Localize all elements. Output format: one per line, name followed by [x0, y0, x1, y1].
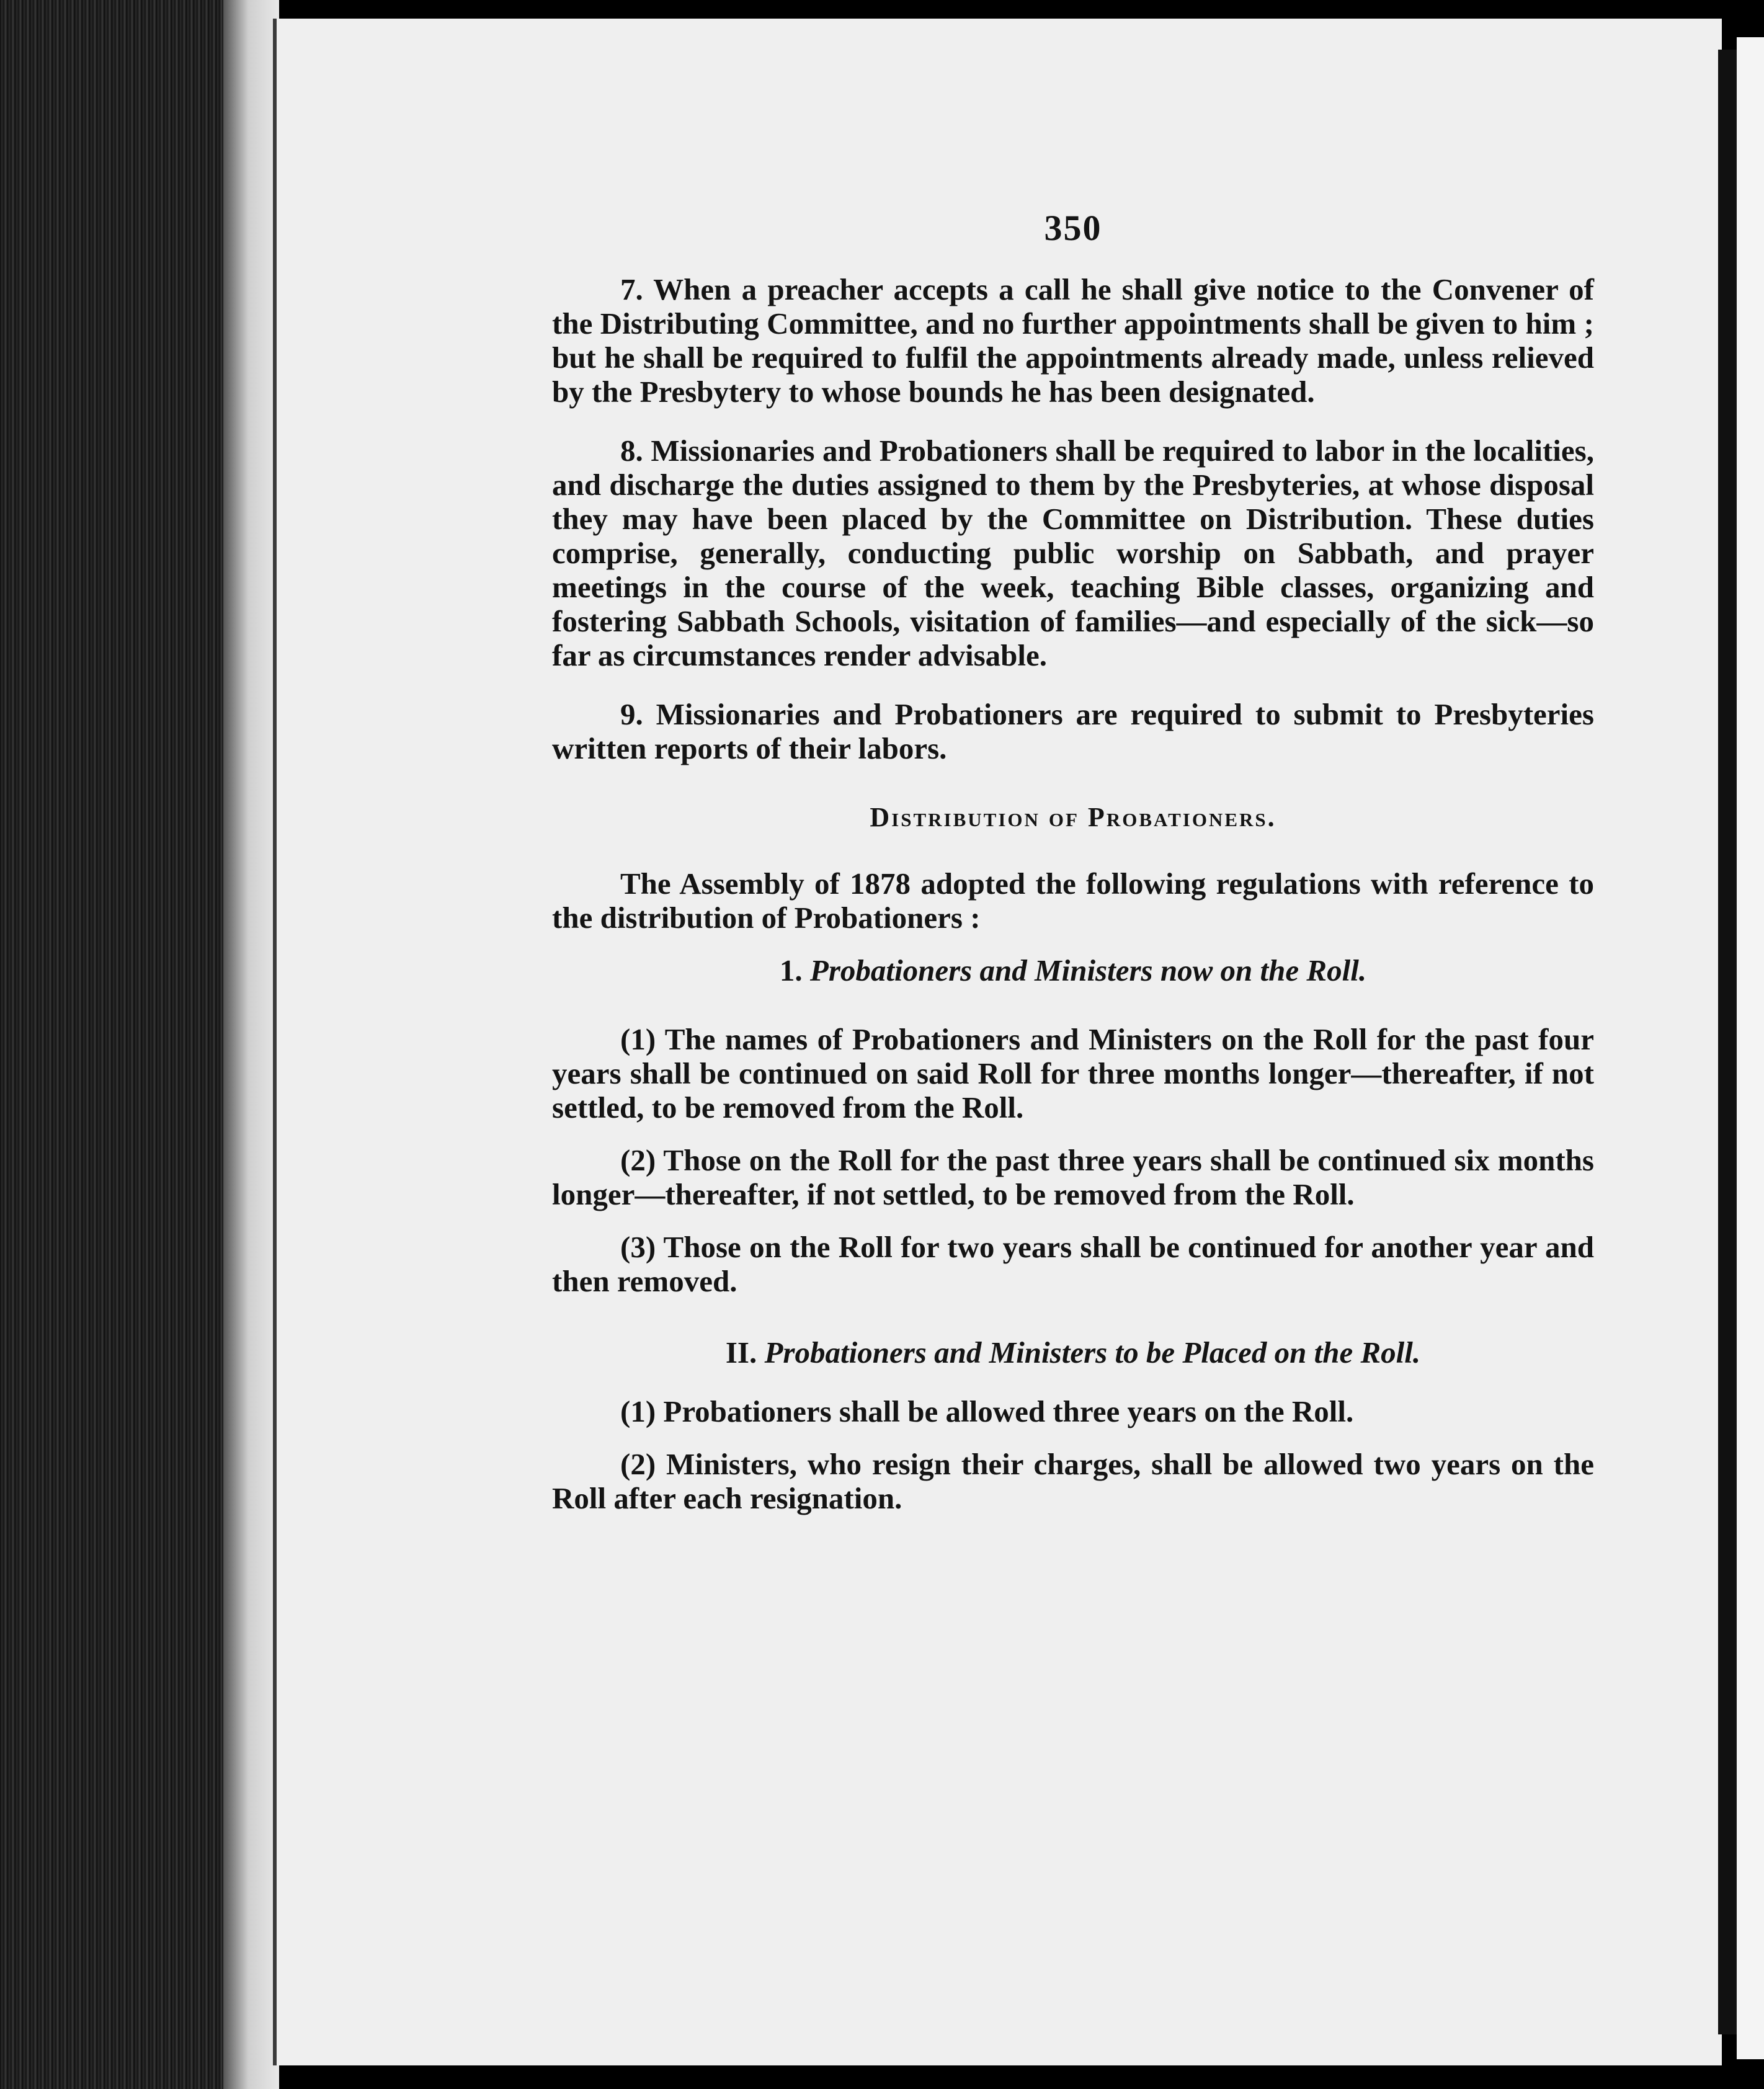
page-text: [552, 208, 1594, 1540]
subheading-2: [552, 1335, 1594, 1370]
subheading-2-number: II.: [725, 1335, 757, 1370]
subheading-2-title: Probationers and Ministers to be Placed on the Roll.: [764, 1335, 1421, 1370]
regulation-1-2: (2) Those on the Roll for the past three years shall be continued six months longer—thereafter, if not settled, to be removed from the Roll.: [552, 1143, 1594, 1211]
section-heading: Distribution of Probationers.: [870, 802, 1276, 832]
regulation-2-1: (1) Probationers shall be allowed three years on the Roll.: [620, 1394, 1354, 1428]
regulation-1-1: (1) The names of Probationers and Ministers on the Roll for the past four years shall be continued on said Roll for three months longer—thereafter, if not settled, to be removed from the Roll.: [552, 1022, 1594, 1125]
paragraph-8: 8. Missionaries and Probationers shall be required to labor in the localities, and discharge the duties assigned to them by the Presbyteries, at whose disposal they may have been placed by the Committee on Distribution. These duties comprise, generally, conducting public worship on Sabbath, and prayer meetings in the course of the week, teaching Bible classes, organizing and fostering Sabbath Schools, visitation of families—and especially of the sick—so far as circumstances render advisable.: [552, 434, 1594, 672]
subheading-1-number: 1.: [779, 953, 803, 987]
intro-paragraph: The Assembly of 1878 adopted the following regulations with reference to the distribution of Probationers :: [552, 866, 1594, 935]
page-right-shadow: [1718, 50, 1737, 2034]
next-page-edge: [1737, 37, 1764, 2059]
regulation-1-3: (3) Those on the Roll for two years shall be continued for another year and then removed.: [552, 1230, 1594, 1298]
subheading-1: [552, 953, 1594, 987]
paragraph-7: 7. When a preacher accepts a call he shall give notice to the Convener of the Distributing Committee, and no further appointments shall be given to him ; but he shall be required to fulfil the appointments already made, unless relieved by the Presbytery to whose bounds he has been designated.: [552, 272, 1594, 409]
book-spine-edge: [0, 0, 248, 2089]
subheading-1-title: Probationers and Ministers now on the Roll.: [809, 953, 1367, 987]
paragraph-9: 9. Missionaries and Probationers are required to submit to Presbyteries written reports of their labors.: [552, 697, 1594, 765]
page-number: 350: [1044, 208, 1102, 248]
page-gutter-shadow: [223, 0, 279, 2089]
regulation-2-2: (2) Ministers, who resign their charges, shall be allowed two years on the Roll after each resignation.: [552, 1447, 1594, 1515]
